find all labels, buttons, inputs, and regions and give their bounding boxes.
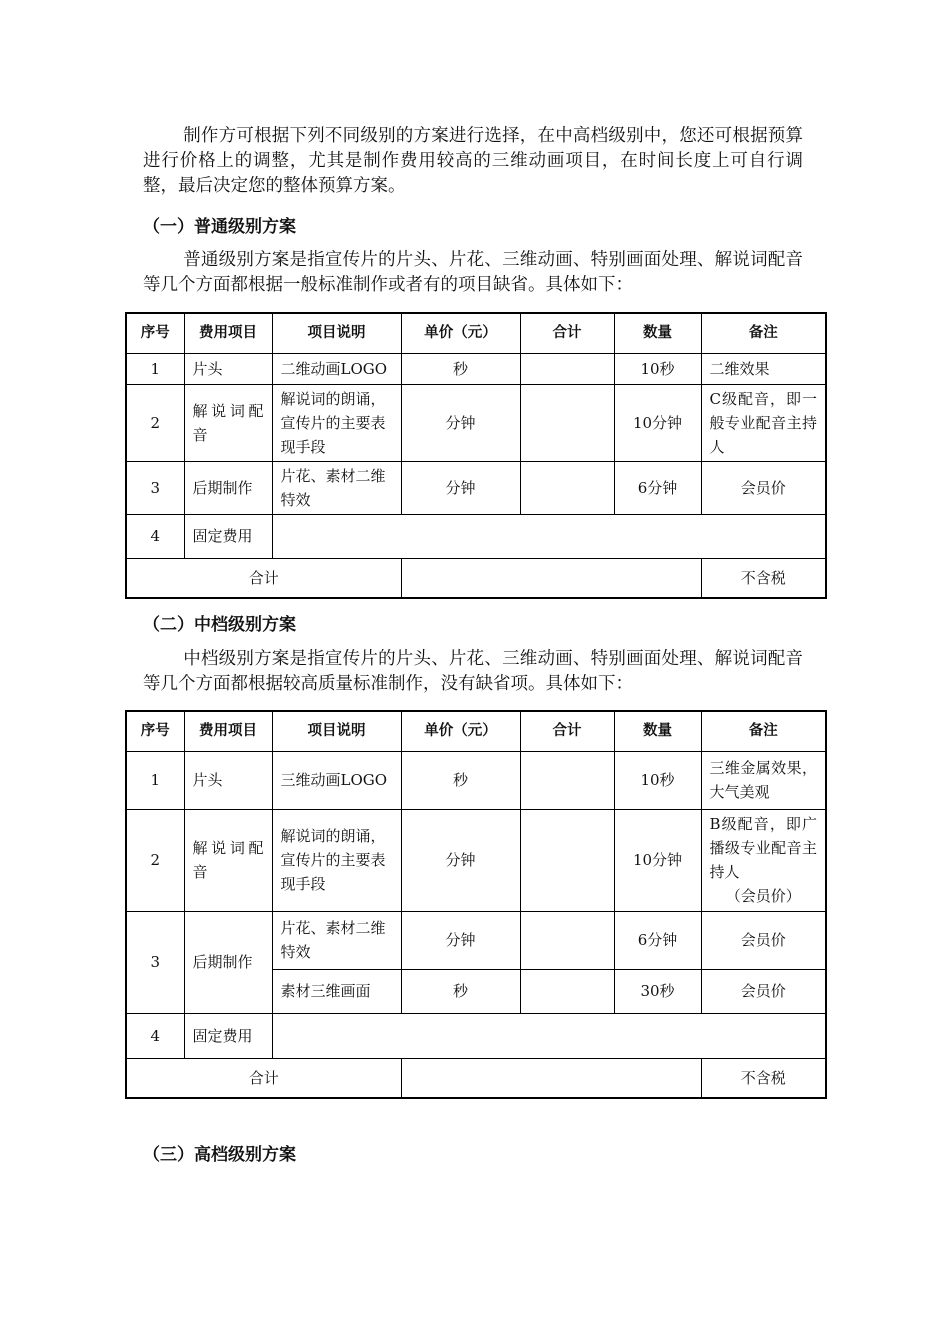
section2-description-text: 中档级别方案是指宣传片的片头、片花、三维动画、特别画面处理、解说词配音等几个方面都根据较高质量标准制作，没有缺省项。具体如下： xyxy=(143,649,803,694)
table-row xyxy=(126,353,826,384)
header-qty: 数量 xyxy=(614,711,701,751)
sum-label: 合计 xyxy=(126,558,401,598)
row-total xyxy=(520,969,614,1013)
table-row xyxy=(126,514,826,558)
basic-budget-table xyxy=(125,312,827,599)
row-no: 3 xyxy=(126,461,184,514)
sum-value xyxy=(401,1058,701,1098)
header-no: 序号 xyxy=(126,313,184,353)
table-row xyxy=(126,461,826,514)
row-item: 解说词配音 xyxy=(184,809,272,911)
row-item: 片头 xyxy=(184,353,272,384)
table-row xyxy=(126,911,826,969)
row-item: 后期制作 xyxy=(184,911,272,1013)
row-price: 分钟 xyxy=(401,809,520,911)
row-price: 秒 xyxy=(401,353,520,384)
intro-text: 制作方可根据下列不同级别的方案进行选择，在中高档级别中，您还可根据预算进行价格上的调整，尤其是制作费用较高的三维动画项目，在时间长度上可自行调整，最后决定您的整体预算方案。 xyxy=(143,126,803,196)
row-note-text: B级配音，即广播级专业配音主持人 xyxy=(709,815,817,881)
row-qty: 6分钟 xyxy=(614,911,701,969)
row-item: 固定费用 xyxy=(184,514,272,558)
row-note: 会员价 xyxy=(701,969,826,1013)
mid-budget-table xyxy=(125,710,827,1099)
row-desc: 解说词的朗诵，宣传片的主要表现手段 xyxy=(272,809,401,911)
section1-description xyxy=(143,248,803,298)
row-total xyxy=(520,809,614,911)
row-total xyxy=(520,353,614,384)
row-note-extra: （会员价） xyxy=(725,887,801,905)
row-note: C级配音，即一般专业配音主持人 xyxy=(701,384,826,461)
table-sum-row xyxy=(126,1058,826,1098)
table-row xyxy=(126,751,826,809)
row-no: 4 xyxy=(126,1013,184,1058)
sum-note: 不含税 xyxy=(701,558,826,598)
header-no: 序号 xyxy=(126,711,184,751)
row-desc: 二维动画LOGO xyxy=(272,353,401,384)
row-price: 分钟 xyxy=(401,384,520,461)
row-desc: 片花、素材二维特效 xyxy=(272,461,401,514)
table-sum-row xyxy=(126,558,826,598)
header-desc: 项目说明 xyxy=(272,711,401,751)
row-item: 片头 xyxy=(184,751,272,809)
section2-heading: （二）中档级别方案 xyxy=(143,615,296,635)
row-total xyxy=(520,751,614,809)
table-header-row xyxy=(126,711,826,751)
row-no: 2 xyxy=(126,384,184,461)
table-row xyxy=(126,809,826,911)
row-qty: 10秒 xyxy=(614,353,701,384)
row-qty: 6分钟 xyxy=(614,461,701,514)
row-price: 分钟 xyxy=(401,461,520,514)
row-desc: 素材三维画面 xyxy=(272,969,401,1013)
row-no: 1 xyxy=(126,353,184,384)
row-total xyxy=(520,461,614,514)
header-note: 备注 xyxy=(701,313,826,353)
row-qty: 10分钟 xyxy=(614,384,701,461)
row-price: 秒 xyxy=(401,751,520,809)
row-item: 后期制作 xyxy=(184,461,272,514)
table-row xyxy=(126,1013,826,1058)
header-desc: 项目说明 xyxy=(272,313,401,353)
header-qty: 数量 xyxy=(614,313,701,353)
row-note xyxy=(701,809,826,911)
header-price: 单价（元） xyxy=(401,313,520,353)
intro-paragraph xyxy=(143,124,803,199)
row-item: 解说词配音 xyxy=(184,384,272,461)
row-empty-merged xyxy=(272,1013,826,1058)
sum-note: 不含税 xyxy=(701,1058,826,1098)
row-empty-merged xyxy=(272,514,826,558)
header-total: 合计 xyxy=(520,313,614,353)
row-no: 4 xyxy=(126,514,184,558)
sum-label: 合计 xyxy=(126,1058,401,1098)
section3-heading: （三）高档级别方案 xyxy=(143,1145,296,1165)
row-desc: 片花、素材二维特效 xyxy=(272,911,401,969)
header-note: 备注 xyxy=(701,711,826,751)
row-no: 3 xyxy=(126,911,184,1013)
row-price: 秒 xyxy=(401,969,520,1013)
row-total xyxy=(520,384,614,461)
row-qty: 30秒 xyxy=(614,969,701,1013)
section1-description-text: 普通级别方案是指宣传片的片头、片花、三维动画、特别画面处理、解说词配音等几个方面都根据一般标准制作或者有的项目缺省。具体如下： xyxy=(143,250,803,295)
row-note: 二维效果 xyxy=(701,353,826,384)
table-row xyxy=(126,384,826,461)
header-price: 单价（元） xyxy=(401,711,520,751)
row-price: 分钟 xyxy=(401,911,520,969)
row-qty: 10分钟 xyxy=(614,809,701,911)
row-note: 会员价 xyxy=(701,911,826,969)
row-qty: 10秒 xyxy=(614,751,701,809)
header-item: 费用项目 xyxy=(184,711,272,751)
table-header-row xyxy=(126,313,826,353)
row-note: 三维金属效果，大气美观 xyxy=(701,751,826,809)
header-item: 费用项目 xyxy=(184,313,272,353)
row-item: 固定费用 xyxy=(184,1013,272,1058)
header-total: 合计 xyxy=(520,711,614,751)
row-desc: 三维动画LOGO xyxy=(272,751,401,809)
section1-heading: （一）普通级别方案 xyxy=(143,217,296,237)
row-no: 1 xyxy=(126,751,184,809)
row-desc: 解说词的朗诵，宣传片的主要表现手段 xyxy=(272,384,401,461)
row-total xyxy=(520,911,614,969)
sum-value xyxy=(401,558,701,598)
row-note: 会员价 xyxy=(701,461,826,514)
row-no: 2 xyxy=(126,809,184,911)
section2-description xyxy=(143,647,803,697)
